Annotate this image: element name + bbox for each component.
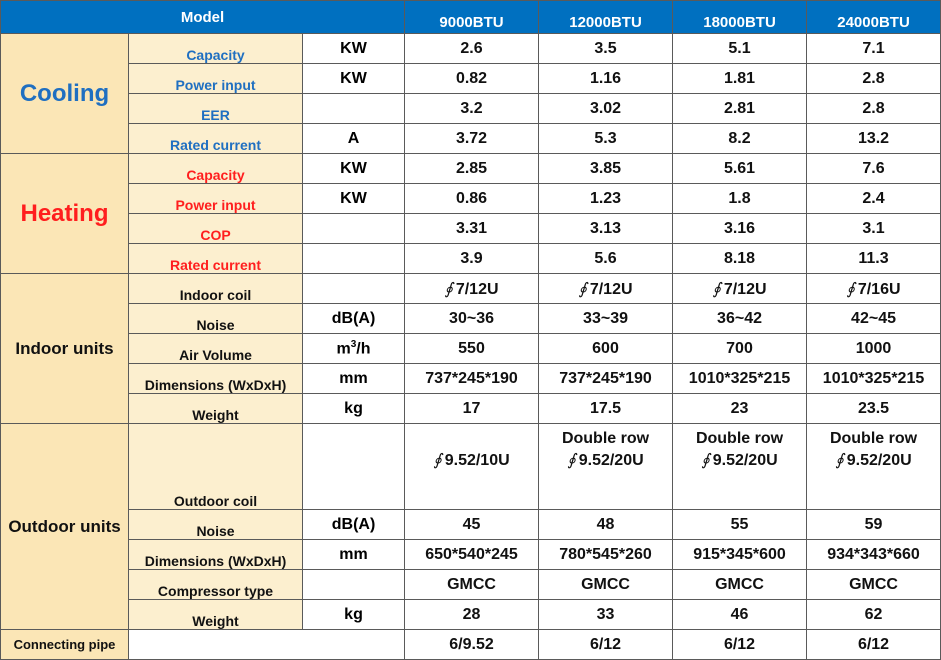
outdoor-group	[1, 424, 129, 630]
param-label: EER	[129, 94, 303, 124]
unit-cell: mm	[303, 540, 405, 570]
value-cell: 650*540*245	[405, 540, 539, 570]
table-row	[1, 540, 941, 570]
value-cell: 1010*325*215	[807, 364, 941, 394]
value-cell: 23	[673, 394, 807, 424]
unit-cell: KW	[303, 34, 405, 64]
table-row	[1, 184, 941, 214]
value-cell: ∮ 7/16U	[807, 274, 941, 304]
model-24000: 24000BTU	[807, 1, 941, 34]
model-header: Model	[1, 1, 405, 34]
param-label: Compressor type	[129, 570, 303, 600]
value-cell: ∮ 7/12U	[673, 274, 807, 304]
value-cell: GMCC	[673, 570, 807, 600]
value-cell: 6/12	[807, 630, 941, 660]
heating-title: Heating	[20, 199, 109, 227]
value-cell: 33~39	[539, 304, 673, 334]
value-cell: 17	[405, 394, 539, 424]
value-cell: 1.8	[673, 184, 807, 214]
pipe-icon: ∮	[578, 280, 587, 298]
value-cell: 2.81	[673, 94, 807, 124]
header-row	[1, 1, 941, 34]
value-cell: 3.02	[539, 94, 673, 124]
value-cell: 915*345*600	[673, 540, 807, 570]
value-cell: 2.85	[405, 154, 539, 184]
value-cell: 737*245*190	[405, 364, 539, 394]
param-label: Power input	[129, 64, 303, 94]
cooling-title: Cooling	[19, 79, 110, 107]
table-row	[1, 304, 941, 334]
param-label: Dimensions (WxDxH)	[129, 540, 303, 570]
model-12000: 12000BTU	[539, 1, 673, 34]
table-row	[1, 274, 941, 304]
value-cell: 62	[807, 600, 941, 630]
pipe-icon: ∮	[712, 280, 721, 298]
unit-cell: KW	[303, 64, 405, 94]
model-9000: 9000BTU	[405, 1, 539, 34]
value-cell: 1.23	[539, 184, 673, 214]
value-cell: 3.5	[539, 34, 673, 64]
indoor-title: Indoor units	[15, 338, 114, 358]
value-cell: 23.5	[807, 394, 941, 424]
table-row	[1, 244, 941, 274]
value-cell: 2.4	[807, 184, 941, 214]
unit-cell: KW	[303, 154, 405, 184]
value-cell: 3.85	[539, 154, 673, 184]
unit-cell	[129, 630, 405, 660]
value-cell: 36~42	[673, 304, 807, 334]
value-cell: 55	[673, 510, 807, 540]
value-cell: ∮ 7/12U	[539, 274, 673, 304]
value-cell: 1.16	[539, 64, 673, 94]
connecting-group	[1, 630, 129, 660]
table-row	[1, 600, 941, 630]
param-label: COP	[129, 214, 303, 244]
param-label: Dimensions (WxDxH)	[129, 364, 303, 394]
param-label: Rated current	[129, 244, 303, 274]
value-cell: 1000	[807, 334, 941, 364]
value-cell: 13.2	[807, 124, 941, 154]
value-cell: 8.18	[673, 244, 807, 274]
value-cell: 42~45	[807, 304, 941, 334]
value-cell: 6/12	[539, 630, 673, 660]
value-cell: 2.8	[807, 94, 941, 124]
unit-cell: A	[303, 124, 405, 154]
value-cell: 780*545*260	[539, 540, 673, 570]
param-label: Noise	[129, 510, 303, 540]
value-cell: 30~36	[405, 304, 539, 334]
heating-group	[1, 154, 129, 274]
value-cell: 550	[405, 334, 539, 364]
connecting-title: Connecting pipe	[13, 636, 116, 652]
unit-cell	[303, 94, 405, 124]
value-cell: 3.9	[405, 244, 539, 274]
unit-cell	[303, 424, 405, 510]
table-row	[1, 214, 941, 244]
unit-cell	[303, 214, 405, 244]
value-cell: 28	[405, 600, 539, 630]
table-row	[1, 94, 941, 124]
value-cell: 700	[673, 334, 807, 364]
model-18000: 18000BTU	[673, 1, 807, 34]
value-cell: 0.82	[405, 64, 539, 94]
unit-cell: dB(A)	[303, 510, 405, 540]
value-cell: 3.2	[405, 94, 539, 124]
outdoor-title: Outdoor units	[8, 516, 121, 536]
table-row	[1, 334, 941, 364]
pipe-icon: ∮	[433, 452, 442, 469]
value-cell: 6/9.52	[405, 630, 539, 660]
value-cell: 5.6	[539, 244, 673, 274]
value-cell: GMCC	[807, 570, 941, 600]
param-label: Noise	[129, 304, 303, 334]
pipe-icon: ∮	[846, 280, 855, 298]
value-cell: 1.81	[673, 64, 807, 94]
value-cell: 600	[539, 334, 673, 364]
value-cell: 0.86	[405, 184, 539, 214]
table-row	[1, 510, 941, 540]
table-row	[1, 64, 941, 94]
unit-cell: mm	[303, 364, 405, 394]
table-row	[1, 34, 941, 64]
value-cell: 2.8	[807, 64, 941, 94]
value-cell: 934*343*660	[807, 540, 941, 570]
value-cell: 48	[539, 510, 673, 540]
param-label: Air Volume	[129, 334, 303, 364]
value-cell: Double row ∮ 9.52/20U	[807, 424, 941, 510]
value-cell: 2.6	[405, 34, 539, 64]
value-cell: 3.13	[539, 214, 673, 244]
value-cell: ∮ 7/12U	[405, 274, 539, 304]
value-cell: 5.61	[673, 154, 807, 184]
value-cell: 45	[405, 510, 539, 540]
value-cell: GMCC	[539, 570, 673, 600]
table-row	[1, 424, 941, 510]
value-cell: ∮ 9.52/10U	[405, 424, 539, 510]
table-row	[1, 154, 941, 184]
value-cell: Double row ∮ 9.52/20U	[673, 424, 807, 510]
param-label: Rated current	[129, 124, 303, 154]
value-cell: 737*245*190	[539, 364, 673, 394]
value-cell: 1010*325*215	[673, 364, 807, 394]
value-cell: Double row ∮ 9.52/20U	[539, 424, 673, 510]
unit-cell	[303, 570, 405, 600]
unit-cell	[303, 274, 405, 304]
value-cell: 46	[673, 600, 807, 630]
value-cell: 3.72	[405, 124, 539, 154]
unit-cell: kg	[303, 600, 405, 630]
value-cell: 33	[539, 600, 673, 630]
value-cell: 59	[807, 510, 941, 540]
value-cell: 5.3	[539, 124, 673, 154]
pipe-icon: ∮	[444, 280, 453, 298]
value-cell: 3.1	[807, 214, 941, 244]
value-cell: 3.31	[405, 214, 539, 244]
param-label: Capacity	[129, 34, 303, 64]
pipe-icon: ∮	[701, 452, 710, 469]
unit-cell	[303, 244, 405, 274]
value-cell: GMCC	[405, 570, 539, 600]
unit-cell: KW	[303, 184, 405, 214]
table-row	[1, 570, 941, 600]
pipe-icon: ∮	[835, 452, 844, 469]
pipe-icon: ∮	[567, 452, 576, 469]
table-row	[1, 394, 941, 424]
param-label: Weight	[129, 600, 303, 630]
value-cell: 11.3	[807, 244, 941, 274]
indoor-group	[1, 274, 129, 424]
unit-cell: $m^3/h$	[303, 334, 405, 364]
value-cell: 3.16	[673, 214, 807, 244]
param-label: Indoor coil	[129, 274, 303, 304]
value-cell: 7.1	[807, 34, 941, 64]
value-cell: 6/12	[673, 630, 807, 660]
param-label: Outdoor coil	[129, 424, 303, 510]
value-cell: 8.2	[673, 124, 807, 154]
param-label: Capacity	[129, 154, 303, 184]
param-label: Weight	[129, 394, 303, 424]
table-row	[1, 630, 941, 660]
table-row	[1, 124, 941, 154]
unit-cell: dB(A)	[303, 304, 405, 334]
value-cell: 7.6	[807, 154, 941, 184]
cooling-group	[1, 34, 129, 154]
table-row	[1, 364, 941, 394]
param-label: Power input	[129, 184, 303, 214]
value-cell: 17.5	[539, 394, 673, 424]
value-cell: 5.1	[673, 34, 807, 64]
unit-cell: kg	[303, 394, 405, 424]
